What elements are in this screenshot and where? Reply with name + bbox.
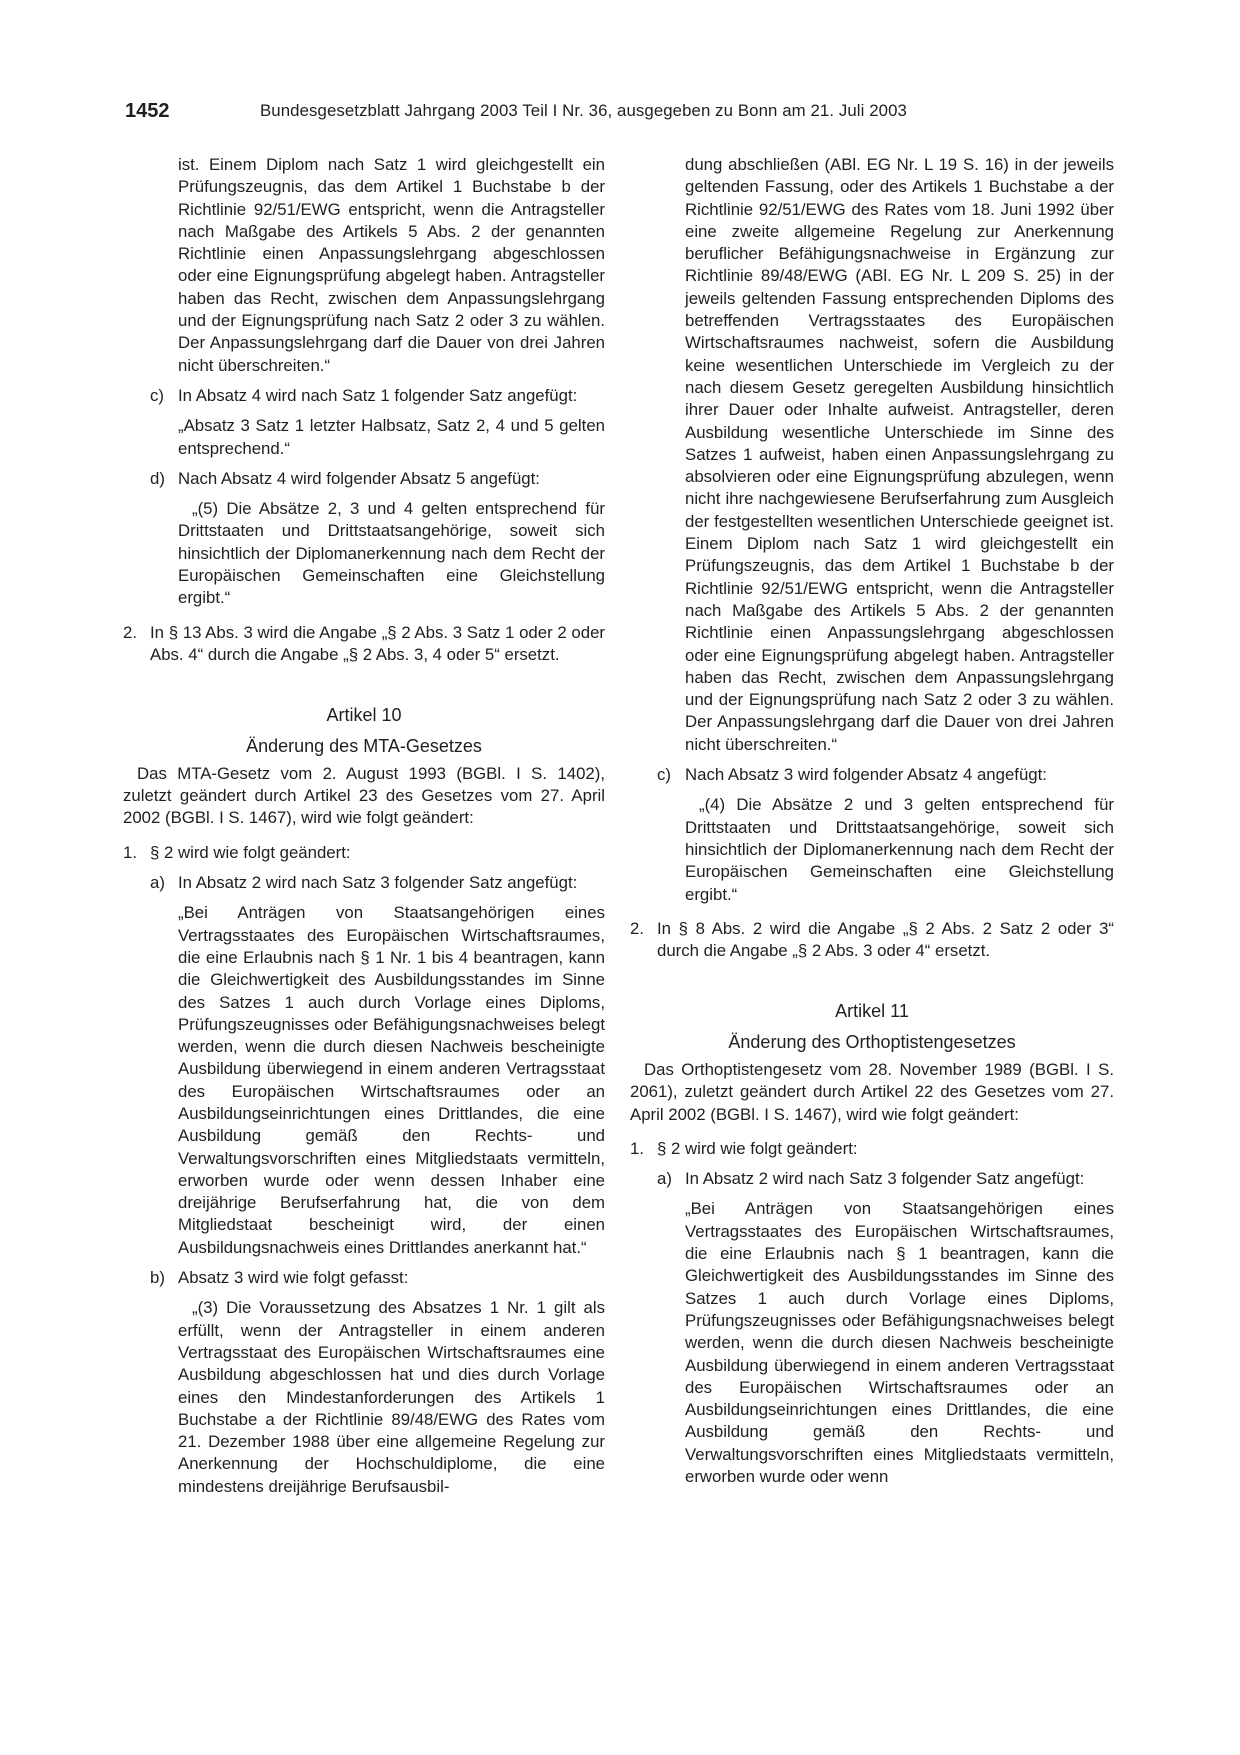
item-label: a) — [150, 873, 165, 893]
article-intro: Das Orthoptistengesetz vom 28. November 1989 (BGBl. I S. 2061), zuletzt geändert durch Artikel 22 des Gesetzes vom 27. April 2002 (BGBl. I S. 1467), wird wie folgt geändert: — [630, 1059, 1114, 1124]
item-text: In § 8 Abs. 2 wird die Angabe „§ 2 Abs. 2 Satz 2 oder 3“ durch die Angabe „§ 2 Abs. 3 oder 4“ ersetzt. — [657, 918, 1114, 961]
quoted-text: „Bei Anträgen von Staatsangehörigen eines Vertragsstaates des Europäischen Wirtschaftsraumes, die eine Erlaubnis nach § 1 beantragen, kann die Gleichwertigkeit des Ausbildungsstandes im Sinne des Satzes 1 auch durch Vorlage eines Diploms, Prüfungszeugnisses oder Befähigungsnachweises belegt werden, wenn die durch diesen Nachweis bescheinigte Ausbildung überwiegend in einem anderen Vertragsstaat des Europäischen Wirtschaftsraumes oder an Ausbildungseinrichtungen eines Drittlandes, die eine Ausbildung gemäß den Rechts- und Verwaltungsvorschriften eines Mitgliedstaats vermitteln, erworben wurde oder wenn — [685, 1199, 1114, 1487]
article-number: Artikel 10 — [326, 705, 402, 726]
item-label: c) — [150, 385, 164, 405]
item-label: 1. — [630, 1138, 644, 1158]
running-title: Bundesgesetzblatt Jahrgang 2003 Teil I Nr. 36, ausgegeben zu Bonn am 21. Juli 2003 — [260, 101, 907, 120]
item-text: In Absatz 2 wird nach Satz 3 folgender Satz angefügt: — [685, 1169, 1085, 1189]
article-title: Änderung des MTA-Gesetzes — [246, 735, 482, 756]
item-text: Nach Absatz 4 wird folgender Absatz 5 angefügt: — [178, 468, 540, 488]
list-item-d — [150, 468, 605, 490]
item-text: Nach Absatz 3 wird folgender Absatz 4 angefügt: — [685, 765, 1047, 785]
item-text: Absatz 3 wird wie folgt gefasst: — [178, 1268, 409, 1288]
list-item-2 — [123, 622, 605, 667]
right-column — [630, 154, 1114, 1488]
item-label: 1. — [123, 842, 137, 862]
list-item-1 — [123, 842, 605, 864]
item-label: 2. — [630, 918, 644, 938]
quoted-text: „(3) Die Voraussetzung des Absatzes 1 Nr. 1 gilt als erfüllt, wenn der Antragsteller in einem anderen Vertragsstaat des Europäischen Wirtschaftsraumes eine Ausbildung abgeschlossen hat und dies durch Vorlage eines den Mindestanforderungen des Artikels 1 Buchstabe a der Richtlinie 89/48/EWG des Rates vom 21. Dezember 1988 über eine allgemeine Regelung zur Anerkennung der Hochschuldiplome, die eine mindestens dreijährige Berufsausbil- — [178, 1298, 605, 1496]
list-item-1 — [630, 1138, 1114, 1160]
continued-paragraph: ist. Einem Diplom nach Satz 1 wird gleichgestellt ein Prüfungszeugnis, das dem Artikel 1 Buchstabe b der Richtlinie 92/51/EWG entspricht, wenn die Antragsteller nach Maßgabe des Artikels 5 Abs. 2 der genannten Richtlinie einen Anpassungslehrgang abgeschlossen oder eine Eignungsprüfung abgelegt haben. Antragsteller haben das Recht, zwischen dem Anpassungslehrgang und der Eignungsprüfung nach Satz 2 oder 3 zu wählen. Der Anpassungslehrgang darf die Dauer von drei Jahren nicht überschreiten.“ — [178, 155, 605, 375]
item-text: In Absatz 4 wird nach Satz 1 folgender Satz angefügt: — [178, 385, 578, 405]
item-label: b) — [150, 1268, 165, 1288]
item-text: § 2 wird wie folgt geändert: — [657, 1138, 858, 1158]
list-item-a — [657, 1168, 1114, 1190]
quoted-text: „(5) Die Absätze 2, 3 und 4 gelten entsprechend für Drittstaaten und Drittstaatsangehörige, soweit sich hinsichtlich der Diplomanerkennung nach dem Recht der Europäischen Gemeinschaften eine Gleichstellung ergibt.“ — [178, 499, 605, 608]
page-header — [125, 100, 975, 124]
article-title: Änderung des Orthoptistengesetzes — [728, 1031, 1016, 1052]
list-item-2 — [630, 918, 1114, 963]
article-intro: Das MTA-Gesetz vom 2. August 1993 (BGBl. I S. 1402), zuletzt geändert durch Artikel 23 des Gesetzes vom 27. April 2002 (BGBl. I S. 1467), wird wie folgt geändert: — [123, 763, 605, 828]
item-text: § 2 wird wie folgt geändert: — [150, 842, 351, 862]
page-number: 1452 — [125, 100, 170, 122]
list-item-c — [150, 385, 605, 407]
item-text: In Absatz 2 wird nach Satz 3 folgender Satz angefügt: — [178, 873, 578, 893]
quoted-text: „(4) Die Absätze 2 und 3 gelten entsprechend für Drittstaaten und Drittstaatsangehörige, soweit sich hinsichtlich der Diplomanerkennung nach dem Recht der Europäischen Gemeinschaften eine Gleichstellung ergibt.“ — [685, 795, 1114, 904]
list-item-a — [150, 872, 605, 894]
list-item-b — [150, 1267, 605, 1289]
item-label: a) — [657, 1169, 672, 1189]
article-number: Artikel 11 — [835, 1001, 909, 1022]
item-label: 2. — [123, 622, 137, 642]
left-column — [123, 154, 605, 1498]
continued-paragraph: dung abschließen (ABl. EG Nr. L 19 S. 16) in der jeweils geltenden Fassung, oder des Artikels 1 Buchstabe a der Richtlinie 92/51/EWG des Rates vom 18. Juni 1992 über eine zweite allgemeine Regelung zur Anerkennung beruflicher Befähigungsnachweise in Ergänzung zur Richtlinie 89/48/EWG (ABl. EG Nr. L 209 S. 25) in der jeweils geltenden Fassung entsprechenden Diploms des betreffenden Vertragsstaates des Europäischen Wirtschaftsraumes nachweist, sofern die Ausbildung keine wesentlichen Unterschiede im Vergleich zu der nach diesem Gesetz geregelten Ausbildung hinsichtlich ihrer Dauer oder Inhalte aufweist. Antragsteller, deren Ausbildung wesentliche Unterschiede im Sinne des Satzes 1 aufweist, haben einen Anpassungslehrgang zu absolvieren oder eine Eignungsprüfung abzulegen, wenn nicht ihre nachgewiesene Berufserfahrung zum Ausgleich der festgestellten wesentlichen Unterschiede geeignet ist. Einem Diplom nach Satz 1 wird gleichgestellt ein Prüfungszeugnis, das dem Artikel 1 Buchstabe b der Richtlinie 92/51/EWG entspricht, wenn die Antragsteller nach Maßgabe des Artikels 5 Abs. 2 der genannten Richtlinie einen Anpassungslehrgang abgeschlossen oder eine Eignungsprüfung abgelegt haben. Antragsteller haben das Recht, zwischen dem Anpassungslehrgang und der Eignungsprüfung nach Satz 2 oder 3 zu wählen. Der Anpassungslehrgang darf die Dauer von drei Jahren nicht überschreiten.“ — [685, 155, 1114, 754]
quoted-text: „Absatz 3 Satz 1 letzter Halbsatz, Satz 2, 4 und 5 gelten entsprechend.“ — [178, 416, 605, 458]
list-item-c — [657, 764, 1114, 786]
item-label: d) — [150, 468, 165, 488]
quoted-text: „Bei Anträgen von Staatsangehörigen eines Vertragsstaates des Europäischen Wirtschaftsraumes, die eine Erlaubnis nach § 1 Nr. 1 bis 4 beantragen, kann die Gleichwertigkeit des Ausbildungsstandes im Sinne des Satzes 1 auch durch Vorlage eines Diploms, Prüfungszeugnisses oder Befähigungsnachweises belegt werden, wenn die durch diesen Nachweis bescheinigte Ausbildung überwiegend in einem anderen Vertragsstaat des Europäischen Wirtschaftsraumes oder an Ausbildungseinrichtungen eines Drittlandes, die eine Ausbildung gemäß den Rechts- und Verwaltungsvorschriften eines Mitgliedstaats vermitteln, erworben wurde oder wenn dessen Inhaber eine dreijährige Berufserfahrung hat, die von dem Mitgliedstaat bescheinigt wird, der einen Ausbildungsnachweis eines Drittlandes anerkannt hat.“ — [178, 903, 605, 1257]
item-label: c) — [657, 765, 671, 785]
item-text: In § 13 Abs. 3 wird die Angabe „§ 2 Abs. 3 Satz 1 oder 2 oder Abs. 4“ durch die Angabe „§ 2 Abs. 3, 4 oder 5“ ersetzt. — [150, 622, 605, 664]
